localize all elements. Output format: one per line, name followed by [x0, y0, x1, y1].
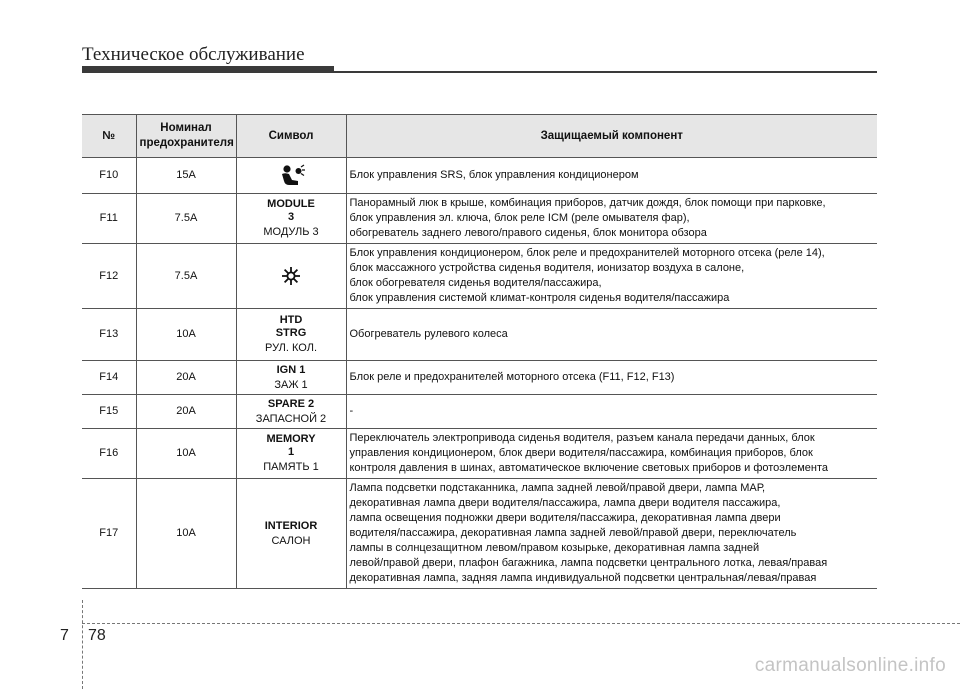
page-title: Техническое обслуживание: [82, 44, 305, 65]
symbol-label: MODULE: [267, 198, 315, 210]
component-line: водителя/пассажира, декоративная лампа задней левой/правой двери, переключатель: [349, 527, 797, 539]
table-row: [82, 244, 877, 309]
component-line: Панорамный люк в крыше, комбинация приборов, датчик дождя, блок помощи при парковке,: [349, 197, 826, 209]
fuse-symbol: [236, 158, 346, 194]
component-line: декоративная лампа, задняя лампа индивидуальной подсветки центральная/левая/правая: [349, 572, 817, 584]
symbol-label-ru: ПАМЯТЬ 1: [263, 461, 319, 473]
symbol-label: SPARE 2: [267, 397, 315, 410]
fuse-symbol: [236, 194, 346, 244]
fuse-rating: 20A: [136, 395, 236, 429]
snowflake-icon: [281, 270, 301, 282]
protected-component: [346, 361, 877, 395]
fuse-number: F14: [82, 361, 136, 395]
symbol-label-ru: ЗАПАСНОЙ 2: [255, 412, 327, 425]
protected-component: [346, 158, 877, 194]
component-line: лампы в солнцезащитном левом/правом козырьке, декоративная лампа задней: [349, 542, 760, 554]
protected-component: [346, 309, 877, 361]
title-underline-thin: [334, 71, 877, 73]
component-line: левой/правой двери, плафон багажника, лампа подсветки центрального лотка, левая/правая: [349, 557, 828, 569]
airbag-seat-icon: [276, 169, 306, 181]
symbol-label-ru: МОДУЛЬ 3: [263, 226, 319, 238]
fuse-number: F13: [82, 309, 136, 361]
header-number: №: [82, 115, 136, 158]
fuse-symbol: [236, 429, 346, 479]
fuse-table: [82, 114, 877, 589]
symbol-label: MEMORY: [266, 433, 316, 445]
fuse-symbol: [236, 479, 346, 589]
component-line: Лампа подсветки подстаканника, лампа задней левой/правой двери, лампа МАР,: [349, 482, 766, 494]
component-line: декоративная лампа двери водителя/пассажира, лампа двери водителя пассажира,: [349, 497, 781, 509]
symbol-label-ru: РУЛ. КОЛ.: [264, 342, 318, 354]
symbol-label: INTERIOR: [264, 519, 318, 532]
component-line: Блок управления кондиционером, блок реле и предохранителей моторного отсека (реле 14),: [349, 247, 825, 259]
table-header-row: [82, 115, 877, 158]
fuse-rating: 10A: [136, 429, 236, 479]
header-rating: Номинал предохранителя: [136, 115, 236, 158]
protected-component: [346, 244, 877, 309]
table-row: [82, 158, 877, 194]
component-line: блок управления эл. ключа, блок реле ICM (реле омывателя фар),: [349, 212, 690, 224]
fuse-rating: 10A: [136, 479, 236, 589]
component-line: блок обогревателя сиденья водителя/пассажира,: [349, 277, 602, 289]
table-row: [82, 361, 877, 395]
header-component: Защищаемый компонент: [346, 115, 877, 158]
symbol-label: STRG: [275, 327, 307, 339]
component-line: -: [349, 405, 354, 417]
table-row: [82, 194, 877, 244]
fuse-symbol: [236, 309, 346, 361]
component-line: Блок управления SRS, блок управления кондиционером: [349, 169, 639, 181]
fuse-number: F11: [82, 194, 136, 244]
component-line: блок управления системой климат-контроля сиденья водителя/пассажира: [349, 292, 730, 304]
protected-component: [346, 479, 877, 589]
table-row: [82, 479, 877, 589]
protected-component: [346, 429, 877, 479]
header-symbol: Символ: [236, 115, 346, 158]
fuse-rating: 7.5A: [136, 194, 236, 244]
fuse-symbol: [236, 361, 346, 395]
chapter-number: 7: [60, 627, 69, 644]
symbol-label: IGN 1: [276, 363, 306, 376]
fuse-symbol: [236, 395, 346, 429]
page-number: 78: [88, 627, 106, 644]
table-body: [82, 158, 877, 589]
component-line: блок массажного устройства сиденья водителя, ионизатор воздуха в салоне,: [349, 262, 745, 274]
title-underline-thick: [82, 66, 334, 73]
fuse-number: F12: [82, 244, 136, 309]
fuse-rating: 10A: [136, 309, 236, 361]
watermark: carmanualsonline.info: [754, 655, 946, 676]
component-line: контроля давления в шинах, автоматическое включение световых приборов и фотоэлемента: [349, 462, 828, 474]
fuse-number: F10: [82, 158, 136, 194]
footer-divider: [82, 623, 960, 624]
component-line: обогреватель заднего левого/правого сиденья, блок монитора обзора: [349, 227, 707, 239]
fuse-number: F15: [82, 395, 136, 429]
component-line: управления кондиционером, блок двери водителя/пассажира, комбинация приборов, блок: [349, 447, 813, 459]
fuse-rating: 7.5A: [136, 244, 236, 309]
component-line: Обогреватель рулевого колеса: [349, 328, 508, 340]
component-line: Блок реле и предохранителей моторного отсека (F11, F12, F13): [349, 371, 675, 383]
fuse-symbol: [236, 244, 346, 309]
fuse-rating: 15A: [136, 158, 236, 194]
table-row: [82, 429, 877, 479]
component-line: лампа освещения подножки двери водителя/пассажира, декоративная лампа двери: [349, 512, 781, 524]
table-row: [82, 395, 877, 429]
fuse-rating: 20A: [136, 361, 236, 395]
symbol-label-ru: ЗАЖ 1: [274, 378, 308, 391]
symbol-label: 3: [287, 211, 295, 223]
fuse-number: F17: [82, 479, 136, 589]
symbol-label: 1: [287, 446, 295, 458]
fuse-number: F16: [82, 429, 136, 479]
symbol-label: HTD: [279, 314, 303, 326]
component-line: Переключатель электропривода сиденья водителя, разъем канала передачи данных, блок: [349, 432, 815, 444]
protected-component: [346, 194, 877, 244]
table-row: [82, 309, 877, 361]
symbol-label-ru: САЛОН: [271, 534, 311, 547]
protected-component: [346, 395, 877, 429]
footer-vertical-divider: [82, 600, 83, 689]
